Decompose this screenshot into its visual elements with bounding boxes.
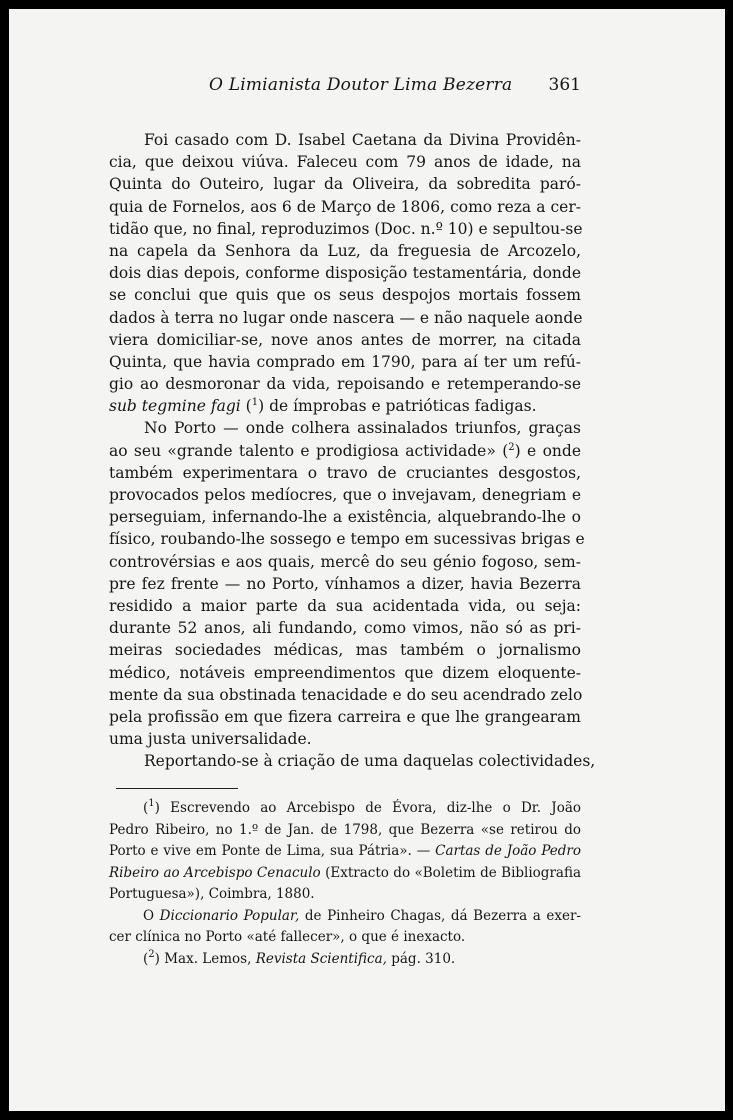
footnote-2: ($^2$) Max. Lemos, Revista Scientifica, pág. 310. — [143, 948, 456, 967]
book-title: Cartas de João Pedro — [435, 843, 582, 859]
text-line: dois dias depois, conforme disposição testamentária, donde — [109, 264, 581, 283]
text-line: No Porto — onde colhera assinalados triunfos, graças — [144, 419, 581, 438]
text-line: físico, roubando-lhe sossego e tempo em sucessivas brigas e — [109, 530, 585, 549]
text-line: gio ao desmoronar da vida, repoisando e retemperando-se — [109, 375, 581, 394]
text-line: meiras sociedades médicas, mas também o jornalismo — [109, 641, 581, 660]
text-line: mente da sua obstinada tenacidade e do seu acendrado zelo — [109, 685, 583, 704]
text-line: na capela da Senhora da Luz, da freguesia de Arcozelo, — [109, 241, 581, 260]
text-line: médico, notáveis empreendimentos que dizem eloquente- — [109, 663, 581, 682]
body-text — [109, 129, 596, 772]
footnote-marker: 2 — [148, 948, 155, 960]
footnote-line — [109, 906, 581, 928]
footnote-line — [109, 841, 581, 863]
text-fragment: de Pinheiro Chagas, dá Bezerra a exer- — [304, 907, 581, 924]
text-fragment: e onde — [527, 441, 581, 460]
text-fragment: Porto e vive em Ponte de Lima, sua Pátria». — — [109, 843, 431, 859]
footnotes — [109, 798, 581, 970]
footnote-line: cer clínica no Porto «até fallecer», o que é inexacto. — [109, 929, 466, 945]
text-line: Foi casado com D. Isabel Caetana da Divina Providên- — [144, 131, 581, 149]
text-line: se conclui que quis que os seus despojos mortais fossem — [109, 286, 581, 305]
text-line: uma justa universalidade. — [109, 730, 312, 749]
footnote-line: Pedro Ribeiro, no 1.º de Jan. de 1798, que Bezerra «se retirou do — [109, 821, 581, 838]
text-line: durante 52 anos, ali fundando, como vimos, não só as pri- — [109, 619, 581, 638]
text-line: viera domiciliar-se, nove anos antes de morrer, na citada — [109, 330, 581, 349]
text-line: quia de Fornelos, aos 6 de Março de 1806, como reza a cer- — [109, 197, 581, 216]
text-line: controvérsias e aos quais, mercê do seu génio fogoso, sem- — [109, 552, 581, 571]
text-line: residido a maior parte da sua acidentada vida, ou seja: — [109, 596, 581, 615]
text-line: perseguiam, infernando-lhe a existência, alquebrando-lhe o — [109, 508, 581, 527]
text-line: ao seu «grande talento e prodigiosa actividade» ($^2$) e onde — [109, 441, 581, 460]
text-line: dados à terra no lugar onde nascera — e não naquele aonde — [109, 308, 583, 327]
footnote-ref-1[interactable]: 1 — [251, 397, 259, 409]
book-page — [9, 9, 725, 1111]
journal-title: Revista Scientifica, — [255, 950, 387, 967]
footnote-line — [109, 863, 581, 885]
text-line: cia, que deixou viúva. Faleceu com 79 anos de idade, na — [109, 153, 581, 172]
text-line: pela profissão em que fizera carreira e que lhe grangearam — [109, 707, 581, 726]
footnote-line: Portuguesa»), Coimbra, 1880. — [109, 886, 315, 902]
book-title: Diccionario Popular, — [159, 907, 300, 924]
text-line: tidão que, no final, reproduzimos (Doc. n.º 10) e sepultou-se — [109, 219, 583, 238]
footnote-ref-2[interactable]: 2 — [508, 441, 515, 453]
text-line: pre fez frente — no Porto, vínhamos a dizer, havia Bezerra — [109, 574, 581, 593]
text-line: sub tegmine fagi ($^1$) de ímprobas e patrióticas fadigas. — [109, 397, 537, 416]
text-fragment: Escrevendo ao Arcebispo de Évora, diz-lhe o Dr. João — [170, 800, 581, 816]
book-title: Ribeiro ao Arcebispo Cenaculo — [109, 864, 321, 881]
text-fragment: O — [143, 907, 155, 924]
text-line: Quinta do Outeiro, lugar da Oliveira, da sobredita paró- — [109, 175, 581, 194]
text-fragment: ao seu «grande talento e prodigiosa actividade» — [109, 441, 496, 460]
running-title: O Limianista Doutor Lima Bezerra — [209, 75, 513, 95]
text-fragment: de ímprobas e patrióticas fadigas. — [269, 397, 537, 416]
page-header — [109, 75, 581, 99]
text-line: também experimentara o travo de cruciantes desgostos, — [109, 463, 581, 482]
text-fragment: pág. 310. — [391, 950, 456, 967]
text-fragment: Max. Lemos, — [164, 950, 252, 967]
footnote-1: ($^1$) Escrevendo ao Arcebispo de Évora, diz-lhe o Dr. João — [143, 798, 581, 816]
text-line: Quinta, que havia comprado em 1790, para aí ter um refú- — [109, 352, 581, 371]
text-line: Reportando-se à criação de uma daquelas colectividades, — [144, 752, 596, 771]
text-fragment: (Extracto do «Boletim de Bibliografia — [325, 864, 581, 881]
text-line: provocados pelos medíocres, que o invejavam, denegriam e — [109, 486, 581, 504]
page-number: 361 — [548, 75, 581, 95]
latin-phrase: sub tegmine fagi — [109, 397, 241, 416]
footnote-marker: 1 — [148, 798, 155, 809]
footnote-rule — [116, 788, 238, 789]
